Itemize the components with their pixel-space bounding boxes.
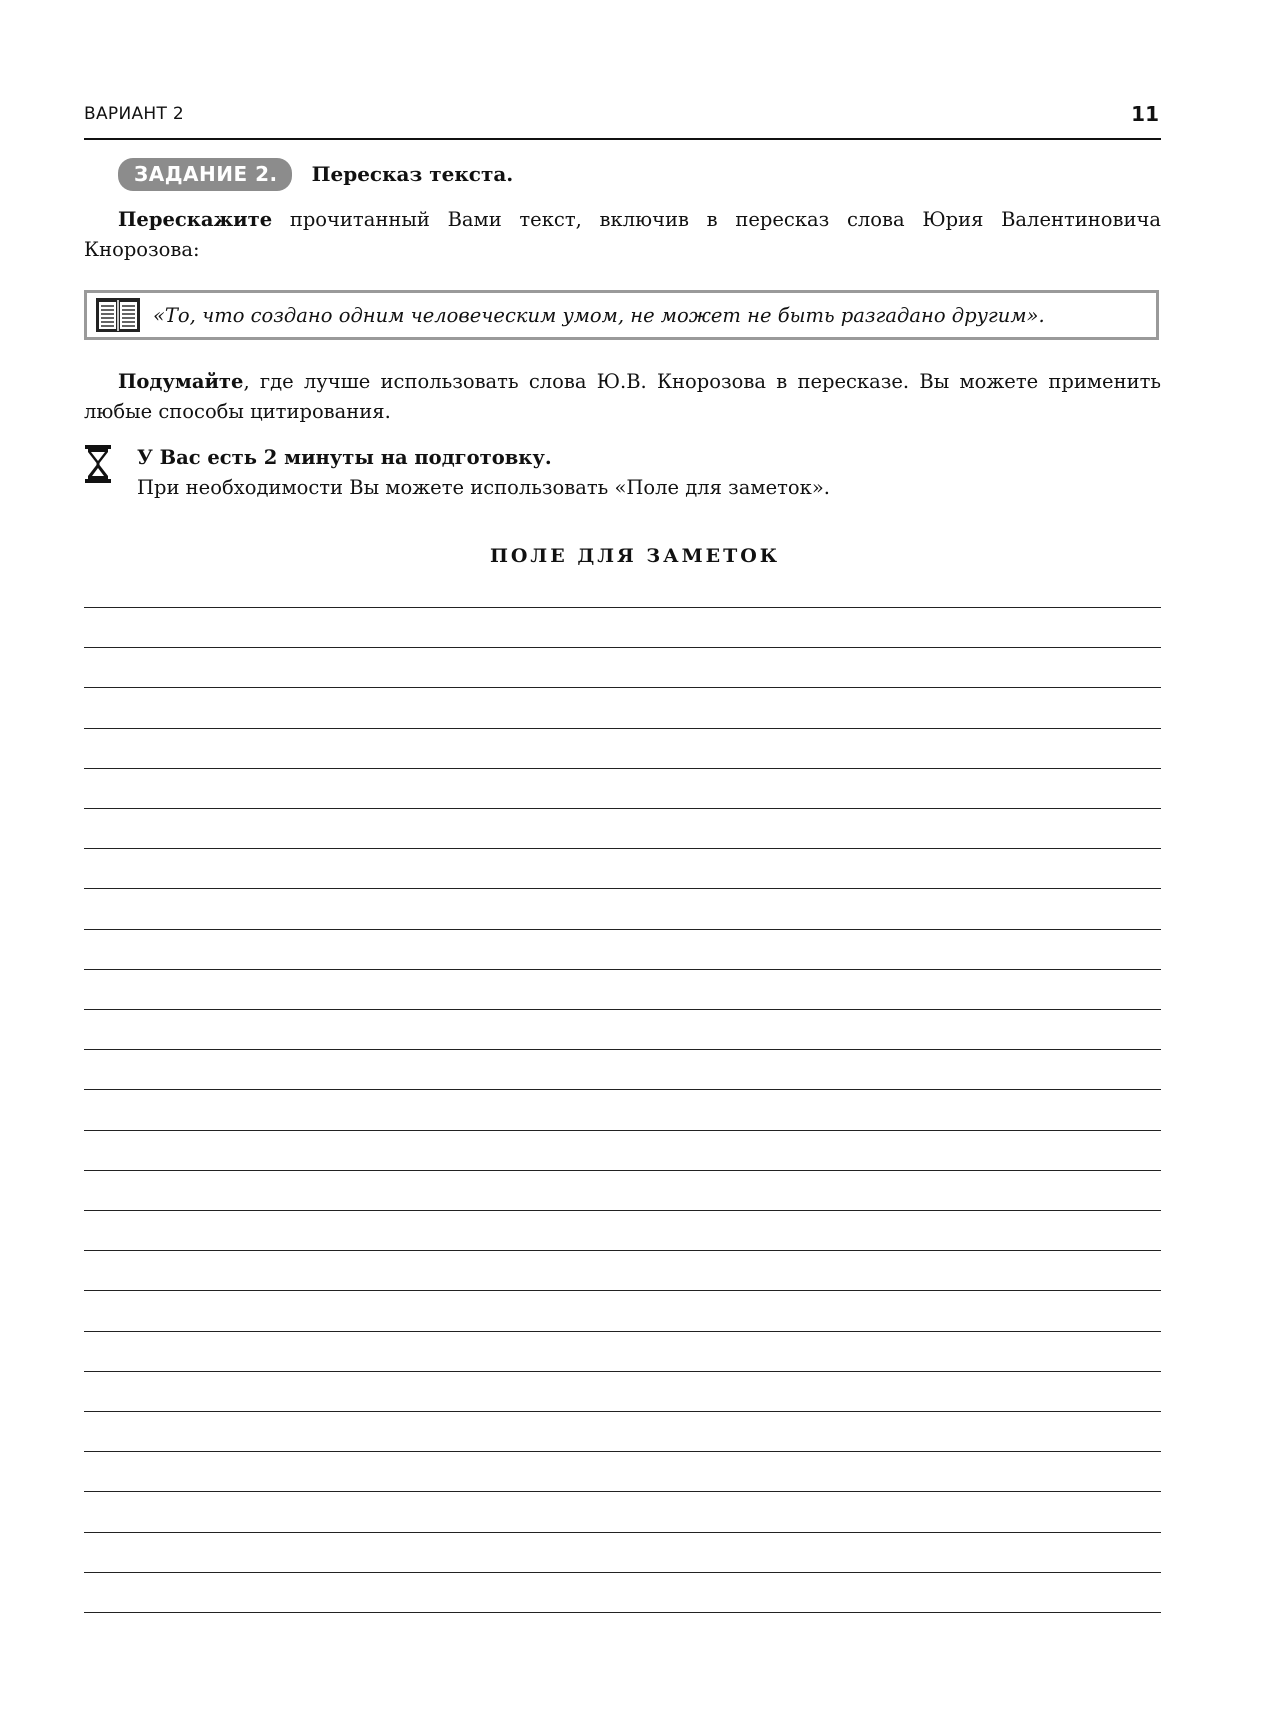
note-line bbox=[84, 1170, 1161, 1171]
note-line bbox=[84, 768, 1161, 769]
note-line bbox=[84, 1049, 1161, 1050]
note-line bbox=[84, 1612, 1161, 1613]
note-line bbox=[84, 1290, 1161, 1291]
note-line bbox=[84, 1411, 1161, 1412]
instruction-text: прочитанный Вами текст, включив в пересказ слова Юрия Валентиновича Кнорозова: bbox=[84, 208, 1161, 261]
note-line bbox=[84, 848, 1161, 849]
prep-notes-line: При необходимости Вы можете использовать «Поле для заметок». bbox=[137, 476, 830, 499]
quote-box bbox=[84, 290, 1159, 340]
book-icon bbox=[95, 297, 141, 333]
note-line bbox=[84, 1331, 1161, 1332]
hourglass-icon bbox=[84, 445, 112, 483]
note-line bbox=[84, 1532, 1161, 1533]
variant-label: ВАРИАНТ 2 bbox=[84, 104, 184, 124]
note-line bbox=[84, 969, 1161, 970]
note-line bbox=[84, 1491, 1161, 1492]
note-line bbox=[84, 728, 1161, 729]
page-header bbox=[84, 102, 1161, 140]
advice-bold: Подумайте bbox=[118, 370, 244, 393]
note-line bbox=[84, 607, 1161, 608]
note-line bbox=[84, 808, 1161, 809]
task-title: Пересказ текста. bbox=[311, 162, 514, 186]
note-line bbox=[84, 1572, 1161, 1573]
note-line bbox=[84, 1009, 1161, 1010]
advice-text: , где лучше использовать слова Ю.В. Кнорозова в пересказе. Вы можете применить любые способы цитирования. bbox=[84, 370, 1161, 423]
notes-title: ПОЛЕ ДЛЯ ЗАМЕТОК bbox=[489, 545, 781, 567]
note-line bbox=[84, 687, 1161, 688]
prep-time-line bbox=[137, 443, 552, 473]
instruction-paragraph bbox=[84, 205, 1161, 265]
note-line bbox=[84, 647, 1161, 648]
prep-time-text: У Вас есть 2 минуты на подготовку. bbox=[137, 446, 552, 469]
quote-text: «То, что создано одним человеческим умом, не может не быть разгадано другим». bbox=[153, 303, 1045, 327]
page-number: 11 bbox=[1131, 102, 1159, 126]
instruction-bold: Перескажите bbox=[118, 208, 273, 231]
note-line bbox=[84, 1210, 1161, 1211]
task-badge: ЗАДАНИЕ 2. bbox=[118, 158, 292, 191]
note-line bbox=[84, 1451, 1161, 1452]
task-heading bbox=[118, 156, 513, 192]
note-line bbox=[84, 1371, 1161, 1372]
note-line bbox=[84, 929, 1161, 930]
note-line bbox=[84, 1250, 1161, 1251]
note-line bbox=[84, 1089, 1161, 1090]
note-line bbox=[84, 1130, 1161, 1131]
note-line bbox=[84, 888, 1161, 889]
advice-paragraph bbox=[84, 367, 1161, 427]
